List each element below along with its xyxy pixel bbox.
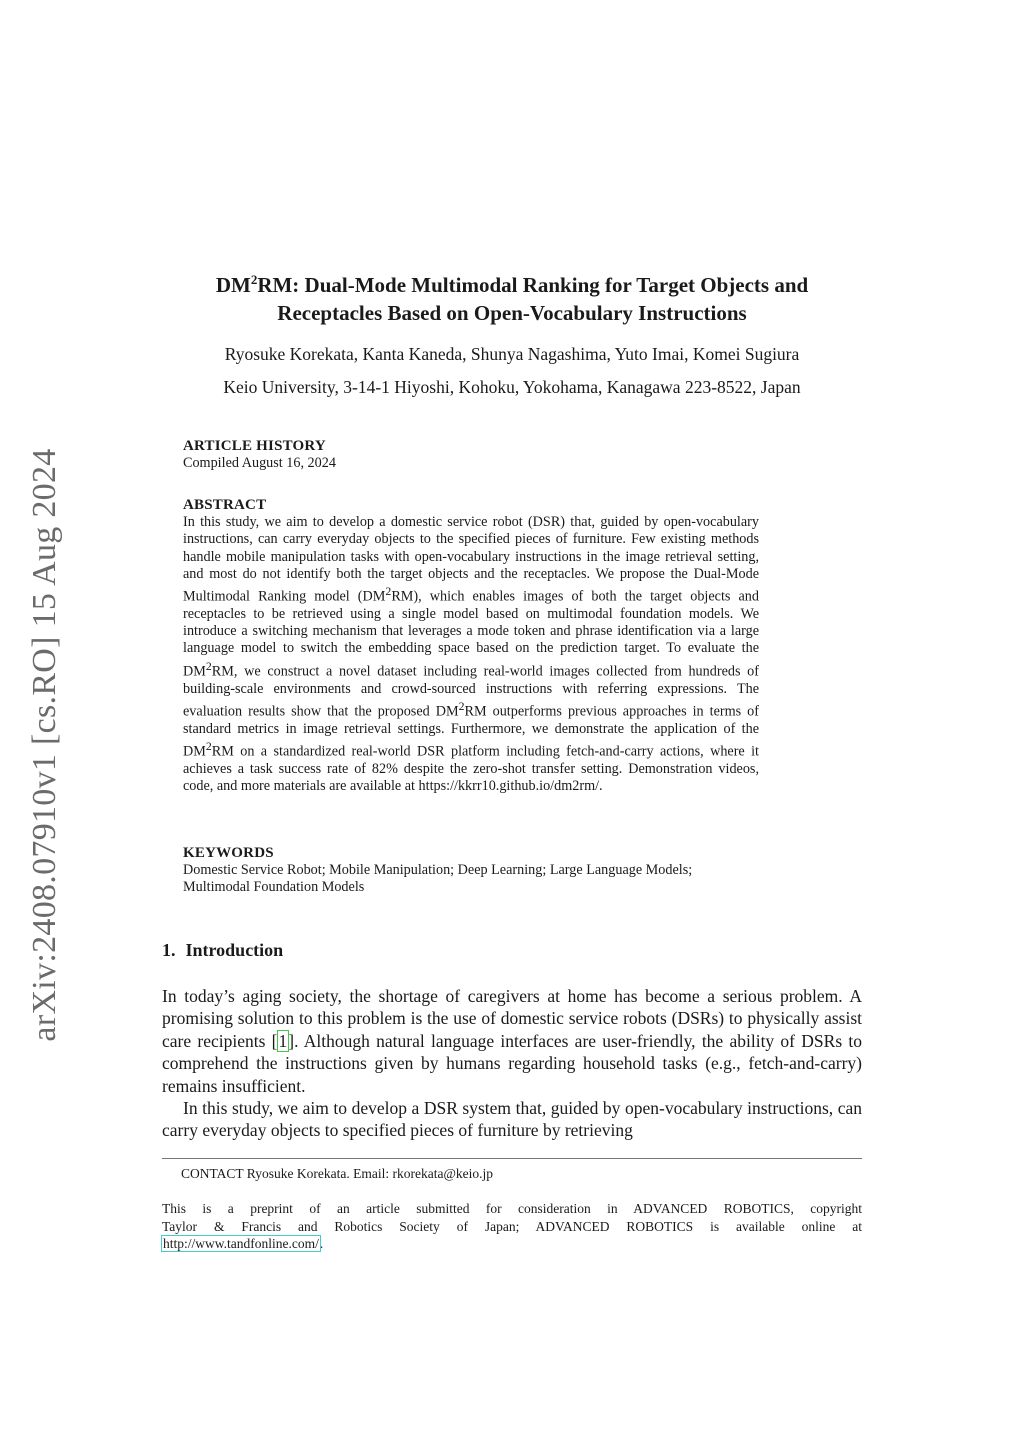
section-title: Introduction: [185, 940, 284, 960]
title-line-1: $DM^2RM$: Dual-Mode Multimodal Ranking for Target Objects and: [215, 272, 809, 297]
abstract-heading: ABSTRACT: [183, 497, 267, 513]
author-list: Ryosuke Korekata, Kanta Kaneda, Shunya Nagashima, Yuto Imai, Komei Sugiura: [224, 344, 800, 364]
section-number: 1.: [162, 940, 176, 960]
footnote-divider: [162, 1158, 862, 1159]
abstract: [183, 497, 759, 795]
publisher-url-link[interactable]: http://www.tandfonline.com/: [163, 1236, 319, 1251]
preprint-note-line-2: Taylor & Francis and Robotics Society of Japan; ADVANCED ROBOTICS is available online at: [162, 1218, 862, 1234]
intro-paragraph-2: In this study, we aim to develop a DSR system that, guided by open-vocabulary instructions, can carry everyday objects to specified pieces of furniture by retrieving: [162, 1098, 862, 1141]
preprint-note-line-1: This is a preprint of an article submitted for consideration in ADVANCED ROBOTICS, copyright: [162, 1201, 862, 1216]
title-line-2: Receptacles Based on Open-Vocabulary Instructions: [277, 301, 747, 325]
intro-paragraph-1: In today’s aging society, the shortage of caregivers at home has become a serious problem. A promising solution to this problem is the use of domestic service robots (DSRs) to physically assist care recipients [1]. Although natural language interfaces are user-friendly, the ability of DSRs to comprehend the instructions given by humans regarding household tasks (e.g., fetch-and-carry) remains insufficient.: [162, 986, 862, 1096]
arxiv-stamp: arXiv:2408.07910v1 [cs.RO] 15 Aug 2024: [26, 448, 63, 1042]
article-history: [183, 438, 759, 472]
keywords-text: Domestic Service Robot; Mobile Manipulation; Deep Learning; Large Language Models; Multimodal Foundation Models: [183, 862, 693, 896]
abstract-text: In this study, we aim to develop a domestic service robot (DSR) that, guided by open-vocabulary instructions, can carry everyday objects to the specified pieces of furniture. Few existing methods handle mobile manipulation tasks with open-vocabulary instructions in the image retrieval setting, and most do not identify both the target objects and the receptacles. We propose the Dual-Mode Multimodal Ranking model $(DM^2RM)$, which enables images of both the target objects and receptacles to be retrieved using a single model based on multimodal foundation models. We introduce a switching mechanism that leverages a mode token and phrase identification via a large language model to switch the embedding space based on the prediction target. To evaluate the $DM^2RM$, we construct a novel dataset including real-world images collected from hundreds of building-scale environments and crowd-sourced instructions with referring expressions. The evaluation results show that the proposed $DM^2RM$ outperforms previous approaches in terms of standard metrics in image retrieval settings. Furthermore, we demonstrate the application of the $DM^2RM$ on a standardized real-world DSR platform including fetch-and-carry actions, where it achieves a task success rate of 82% despite the zero-shot transfer setting. Demonstration videos, code, and more materials are available at https://kkrr10.github.io/dm2rm/.: [183, 514, 759, 794]
compiled-date: Compiled August 16, 2024: [183, 455, 336, 472]
introduction-body: [162, 985, 862, 1142]
affiliation: Keio University, 3-14-1 Hiyoshi, Kohoku, Yokohama, Kanagawa 223-8522, Japan: [223, 377, 801, 397]
preprint-note: [162, 1200, 862, 1253]
preprint-note-line-3: http://www.tandfonline.com/.: [163, 1236, 324, 1251]
contact-footnote: CONTACT Ryosuke Korekata. Email: rkorekata@keio.jp: [181, 1166, 493, 1181]
keywords-heading: KEYWORDS: [183, 845, 274, 861]
article-history-heading: ARTICLE HISTORY: [183, 438, 326, 454]
paper-title: [140, 266, 884, 327]
section-heading: [162, 940, 283, 961]
keywords: [183, 845, 759, 897]
citation-link[interactable]: 1: [278, 1030, 288, 1051]
